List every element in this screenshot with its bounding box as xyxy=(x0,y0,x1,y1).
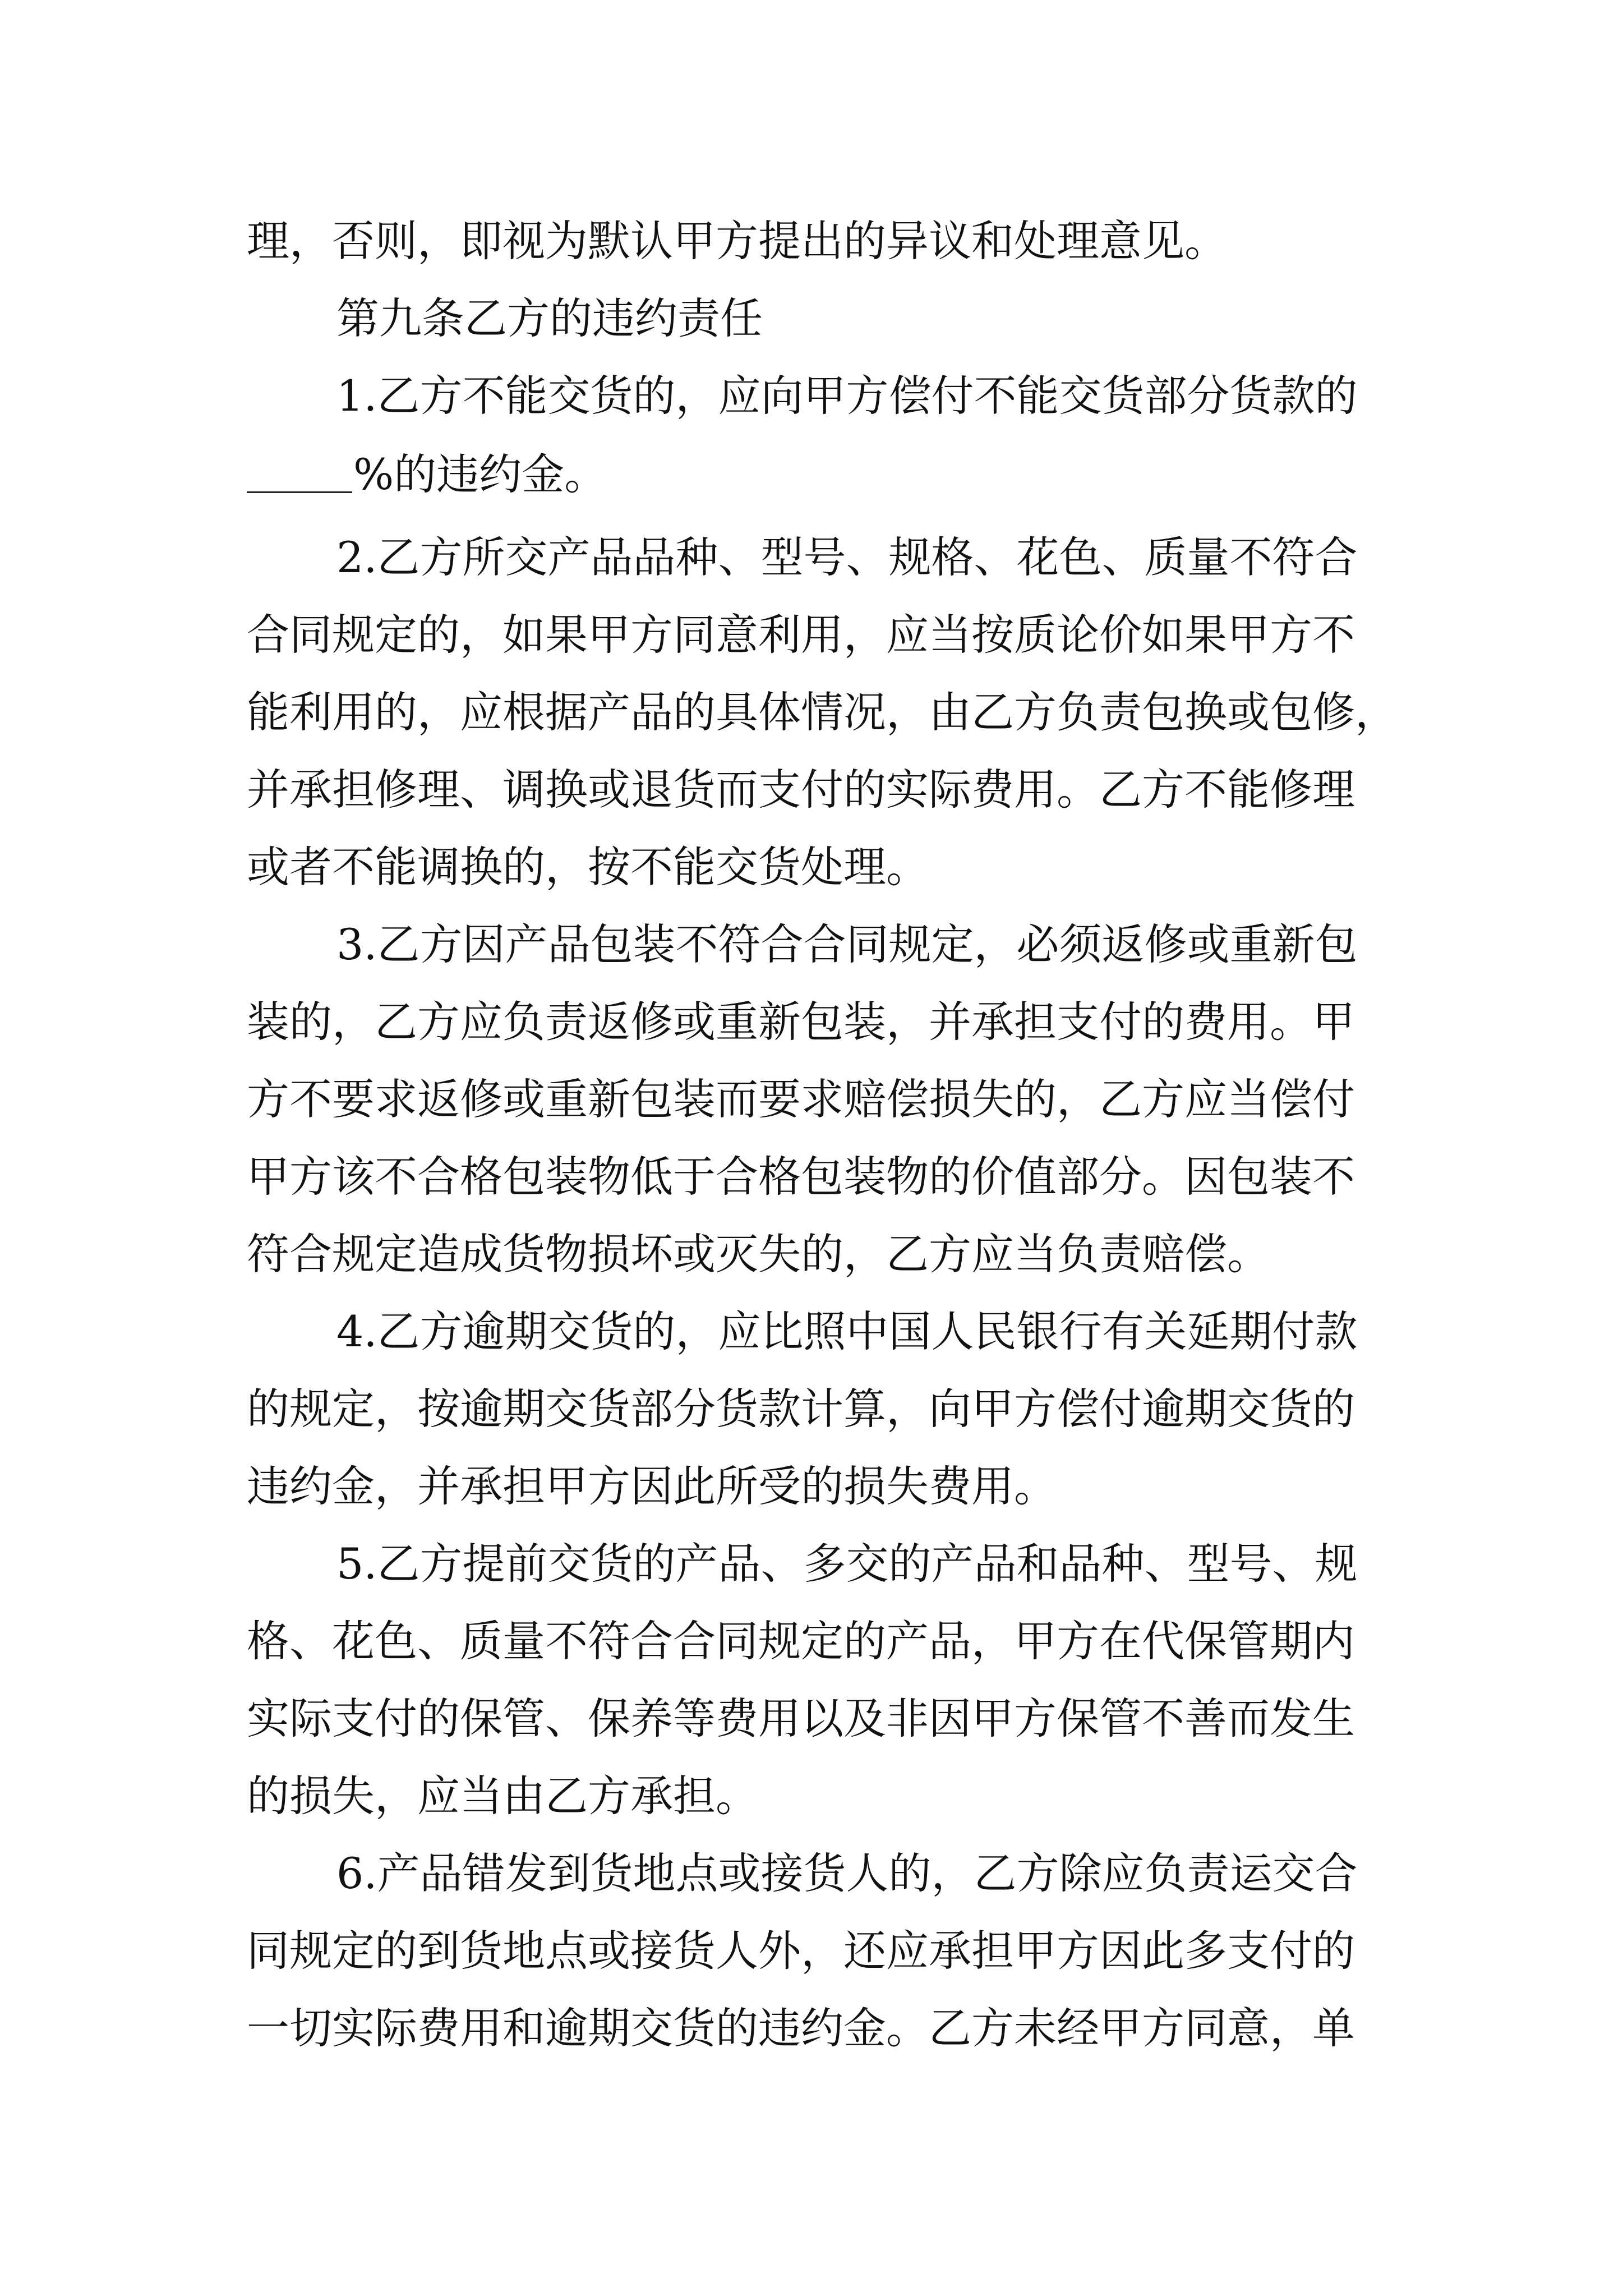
paragraph-line xyxy=(0,988,1623,1056)
line-text: 装的，乙方应负责返修或重新包装，并承担支付的费用。甲 xyxy=(247,997,1355,1047)
line-text: 甲方该不合格包装物低于合格包装物的价值部分。因包装不 xyxy=(247,1152,1355,1202)
paragraph-line xyxy=(0,1143,1623,1211)
paragraph-line xyxy=(0,1375,1623,1443)
line-text: 方不要求返修或重新包装而要求赔偿损失的，乙方应当偿付 xyxy=(247,1074,1355,1124)
paragraph-line xyxy=(0,756,1623,823)
line-text: 能利用的，应根据产品的具体情况，由乙方负责包换或包修， xyxy=(247,687,1398,737)
line-text: 的规定，按逾期交货部分货款计算，向甲方偿付逾期交货的 xyxy=(247,1384,1355,1434)
paragraph-line xyxy=(0,1995,1623,2062)
paragraph-line xyxy=(0,1608,1623,1675)
line-text: 1.乙方不能交货的，应向甲方偿付不能交货部分货款的 xyxy=(336,371,1358,421)
line-text: 2.乙方所交产品品种、型号、规格、花色、质量不符合 xyxy=(336,532,1358,582)
paragraph-line xyxy=(0,1917,1623,1985)
heading-text: 第九条乙方的违约责任 xyxy=(336,293,763,343)
paragraph-line xyxy=(0,524,1623,591)
paragraph-line xyxy=(0,834,1623,901)
paragraph-line xyxy=(0,1530,1623,1598)
line-text: 6.产品错发到货地点或接货人的，乙方除应负责运交合 xyxy=(336,1848,1358,1898)
paragraph-line xyxy=(0,1298,1623,1365)
line-text: 理，否则，即视为默认甲方提出的异议和处理意见。 xyxy=(247,216,1227,266)
line-text: 并承担修理、调换或退货而支付的实际费用。乙方不能修理 xyxy=(247,765,1355,815)
fill-in-blank xyxy=(247,491,352,493)
line-text: %的违约金。 xyxy=(353,449,607,499)
paragraph-line xyxy=(0,362,1623,430)
line-text: 格、花色、质量不符合合同规定的产品，甲方在代保管期内 xyxy=(247,1616,1355,1666)
paragraph-line xyxy=(0,1453,1623,1520)
paragraph-line xyxy=(0,208,1623,275)
paragraph-line xyxy=(0,1763,1623,1830)
line-text: 违约金，并承担甲方因此所受的损失费用。 xyxy=(247,1461,1057,1511)
line-text: 3.乙方因产品包装不符合合同规定，必须返修或重新包 xyxy=(336,919,1358,969)
paragraph-line xyxy=(0,679,1623,746)
line-text: 一切实际费用和逾期交货的违约金。乙方未经甲方同意，单 xyxy=(247,2003,1355,2053)
line-text: 的损失，应当由乙方承担。 xyxy=(247,1771,758,1821)
line-text: 同规定的到货地点或接货人外，还应承担甲方因此多支付的 xyxy=(247,1926,1355,1976)
line-text: 符合规定造成货物损坏或灭失的，乙方应当负责赔偿。 xyxy=(247,1229,1270,1279)
line-text: 合同规定的，如果甲方同意利用，应当按质论价如果甲方不 xyxy=(247,610,1355,660)
paragraph-line xyxy=(0,1066,1623,1133)
paragraph-line xyxy=(0,601,1623,669)
section-heading xyxy=(0,285,1623,352)
line-text: 5.乙方提前交货的产品、多交的产品和品种、型号、规 xyxy=(336,1539,1358,1589)
paragraph-line-with-blank xyxy=(0,441,1623,508)
paragraph-line xyxy=(0,1221,1623,1288)
line-text: 实际支付的保管、保养等费用以及非因甲方保管不善而发生 xyxy=(247,1694,1355,1743)
line-text: 4.乙方逾期交货的，应比照中国人民银行有关延期付款 xyxy=(336,1306,1358,1356)
paragraph-line xyxy=(0,1685,1623,1752)
paragraph-line xyxy=(0,1840,1623,1907)
paragraph-line xyxy=(0,911,1623,978)
line-text: 或者不能调换的，按不能交货处理。 xyxy=(247,842,929,892)
